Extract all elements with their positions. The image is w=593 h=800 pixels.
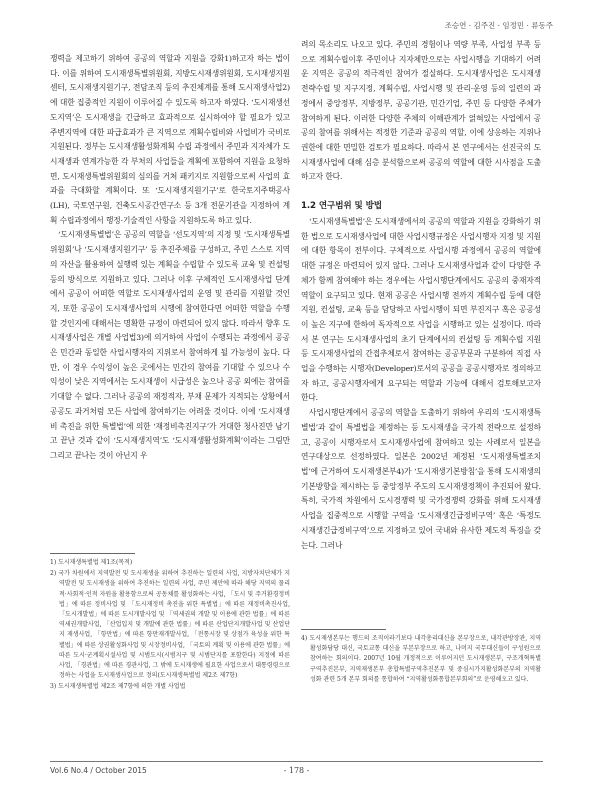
body-paragraph: ‘도시재생특별법’은 도시재생에서의 공공의 역할과 지원을 강화하기 위한 법으로 도시재생사업에 대한 사업시행규정은 사업시행자 지정 및 지원에 대한 항목이 전부이다. 구체적으로 사업시행 과정에서 공공의 역할에 대한 규정은 마련되어 있지 않다. 그러나 도시재생사업과 같이 다양한 주체가 함께 참여해야 하는 경우에는 사업시행단계에서도 공공의 중재자적 역할이 요구되고 있다. 현재 공공은 사업시행 전까지 계획수립 등에 대한 지원, 컨설팅, 교육 등을 담당하고 사업시행이 되면 부진지구 혹은 공공성이 높은 지구에 한하여 독자적으로 사업을 시행하고 있는 실정이다. 따라서 본 연구는 도시재생사업의 초기 단계에서의 컨설팅 등 계획수립 지원 등 도시재생사업의 간접추체로서 참여하는 공공부문과 구분하여 직접 사업을 수행하는 시행자(Developer)로서의 공공을 공공시행자로 정의하고자 하고, 공공시행자에게 요구되는 역할과 기능에 대해서 검토해보고자 한다.: [301, 217, 541, 403]
footnote: 3) 도시재생특별법 제2조 제7항에 의한 개별 사업법: [50, 683, 186, 691]
footnote: 2) 국가 차원에서 지역발전 및 도시재생을 위하여 추진하는 일련의 사업, 지방자치단체가 지역발전 및 도시재생을 위하여 추진하는 일련의 사업, 주민 제안에 따라 해당 지역의 물리적·사회적·인적 자원을 활용함으로써 공동체를 활성화하는 사업, 「도시 및 주거환경정비법」에 따른 정비사업 및 「도시재정비 촉진을 위한 특별법」에 따른 재정비촉진사업, 「도시개발법」에 따른 도시개발사업 및 「역세권의 개발 및 이용에 관한 법률」에 따른 역세권개발사업, 「산업입지 및 개발에 관한 법률」에 따른 산업단지개발사업 및 산업단지 재생사업, 「항만법」에 따른 항만재개발사업, 「전통시장 및 상점가 육성을 위한 특별법」에 따른 상권활성화사업 및 시장정비사업, 「국토의 계획 및 이용에 관한 법률」에 따른 도시·군계획시설사업 및 시범도시(시범지구 및 시범단지를 포함한다) 지정에 따른 사업, 「경관법」에 따른 경관사업, 그 밖에 도시재생에 필요한 사업으로서 대통령령으로 정하는 사업을 도시재생사업으로 정의(도시재생특별법 제2조 제7항): [50, 570, 290, 680]
footnote: 4) 도시재생본부는 행드의 조직이라기보다 내각총리대신을 본부장으로, 내각관방장관, 지역활성화담당 대신, 국토교통 대신을 부본부장으로 하고, 나머지 국무대신들이 구성원으로 참여하는 회의이다. 2007년 10월 개정적으로 이루어지던 도시재생본부, 구조개혁특별구역추진본부, 지역재생본부 총합특별구역추진본부 및 중심시가지활성화본부의 지역활성화 관련 5개 본부 회의를 통합하여 “지역활성화통합본부회의”로 운영해오고 있다.: [301, 635, 541, 683]
footnote-divider: [301, 629, 386, 630]
running-header-authors: 조승연 · 김주진 · 임정민 · 류동주: [444, 21, 553, 30]
journal-issue: Vol.6 No.4 / October 2015: [50, 766, 147, 775]
left-footnotes: [50, 558, 290, 694]
body-paragraph: 사업시행단계에서 공공의 역할을 도출하기 위하여 우리의 ‘도시재생특별법’과 같이 특별법을 제정하는 등 도시재생을 국가적 전략으로 설정하고, 공공이 시행자로서 도시재생사업에 참여하고 있는 사례로서 일본을 연구대상으로 선정하였다. 일본은 2002년 제정된 ‘도시재생특별조치법’에 근거하여 도시재생본부4)가 ‘도시재생기본방침’을 통해 도시재생의 기본방향을 제시하는 등 중앙정부 주도의 도시재생정책이 추진되어 왔다. 특히, 국가적 차원에서 도시경쟁력 및 국가경쟁력 강화를 위해 도시재생사업을 집중적으로 시행할 구역을 ‘도시재생긴급정비구역’ 혹은 ‘특정도시재생긴급정비구역’으로 지정하고 있어 국내와 유사한 제도적 특징을 갖는다. 그러나: [301, 408, 541, 550]
left-column: [50, 52, 290, 464]
body-paragraph: 쟁력을 제고하기 위하여 공공의 역할과 지원을 강화1)하고자 하는 법이다. 이를 위하여 도시재생특별위원회, 지방도시재생위원회, 도시재생지원센터, 도시재생지원기구, 전담조직 등의 추진체계를 통해 도시재생사업2)에 대한 집중적인 지원이 이루어질 수 있도록 하고자 하였다. ‘도시재생선도지역’은 도시재생을 긴급하고 효과적으로 실시하여야 할 필요가 있고 주변지역에 대한 파급효과가 큰 지역으로 계획수립비와 사업비가 국비로 지원된다. 정부는 도시재생활성화계획 수립 과정에서 주민과 지자체가 도시재생과 연계가능한 각 부처의 사업들을 계획에 포함하여 지원을 요청하면, 도시재생특별위원회의 심의를 거쳐 패키지로 지원함으로써 사업의 효과를 극대화할 계획이다. 또 ‘도시재생지원기구’로 한국토지주택공사(LH), 국토연구원, 건축도시공간연구소 등 3개 전문기관을 지정하여 계획 수립과정에서 행정·기술적인 사항을 지원하도록 하고 있다.: [50, 54, 290, 225]
right-column: [301, 38, 541, 553]
right-footnotes: [301, 634, 541, 686]
footnote-divider: [50, 553, 135, 554]
body-paragraph: 려의 목소리도 나오고 있다. 주민의 경험이나 역량 부족, 사업성 부족 등으로 계획수립이후 주민이나 지자체만으로는 사업시행을 기대하기 어려운 지역은 공공의 적극적인 참여가 절실하다. 도시재생사업은 도시재생 전략수립 및 지구지정, 계획수립, 사업시행 및 관리·운영 등의 일련의 과정에서 중앙정부, 지방정부, 공공기관, 민간기업, 주민 등 다양한 주체가 참여하게 된다. 이러한 다양한 주체의 이해관계가 얽혀있는 사업에서 공공의 참여를 위해서는 적정한 기준과 공공의 역할, 이에 상응하는 지위나 권한에 대한 면밀한 검토가 필요하다. 따라서 본 연구에서는 선진국의 도시재생사업에 대해 심층 분석함으로써 공공의 역할에 대한 시사점을 도출하고자 한다.: [301, 40, 541, 182]
section-heading: 1.2 연구범위 및 방법: [301, 201, 383, 212]
footnote: 1) 도시재생특별법 제1조(목적): [50, 559, 133, 566]
body-paragraph: ‘도시재생특별법’은 공공의 역할을 ‘선도지역’의 지정 및 ‘도시재생특별위원회’나 ‘도시재생지원기구’ 등 추진주체를 구성하고, 주민 스스로 지역의 자산을 활용하여 실행력 있는 계획을 수립할 수 있도록 교육 및 컨설팅 등의 방식으로 지원하고 있다. 그러나 이후 구체적인 도시재생사업 단계에서 공공이 어떠한 역할로 도시재생사업의 운영 및 관리를 지원할 것인지, 또한 공공이 도시재생사업의 시행에 참여한다면 어떠한 역할을 수행할 것인지에 대해서는 명확한 규정이 마련되어 있지 않다. 따라서 향후 도시재생사업은 개별 사업법3)에 의거하여 사업이 수행되는 과정에서 공공은 민간과 동일한 사업시행자의 지위로서 참여하게 될 가능성이 높다. 다만, 이 경우 수익성이 높은 곳에서는 민간의 참여를 기대할 수 있으나 수익성이 낮은 지역에서는 도시재생이 시급성은 높으나 공공 외에는 참여를 기대할 수 없다. 그러나 공공의 재정적자, 부채 문제가 지적되는 상황에서 공공도 과거처럼 모든 사업에 참여하기는 어려울 것이다. 이에 ‘도시재생비 촉진을 위한 특별법’에 의한 ‘재정비촉진지구’가 거대한 청사진만 남기고 끝난 것과 같이 ‘도시재생지역’도 ‘도시재생활성화계획’이라는 그림만 그리고 끝나는 것이 아닌지 우: [50, 230, 290, 460]
footer-divider: [50, 761, 543, 762]
page-number: - 178 -: [283, 766, 310, 775]
